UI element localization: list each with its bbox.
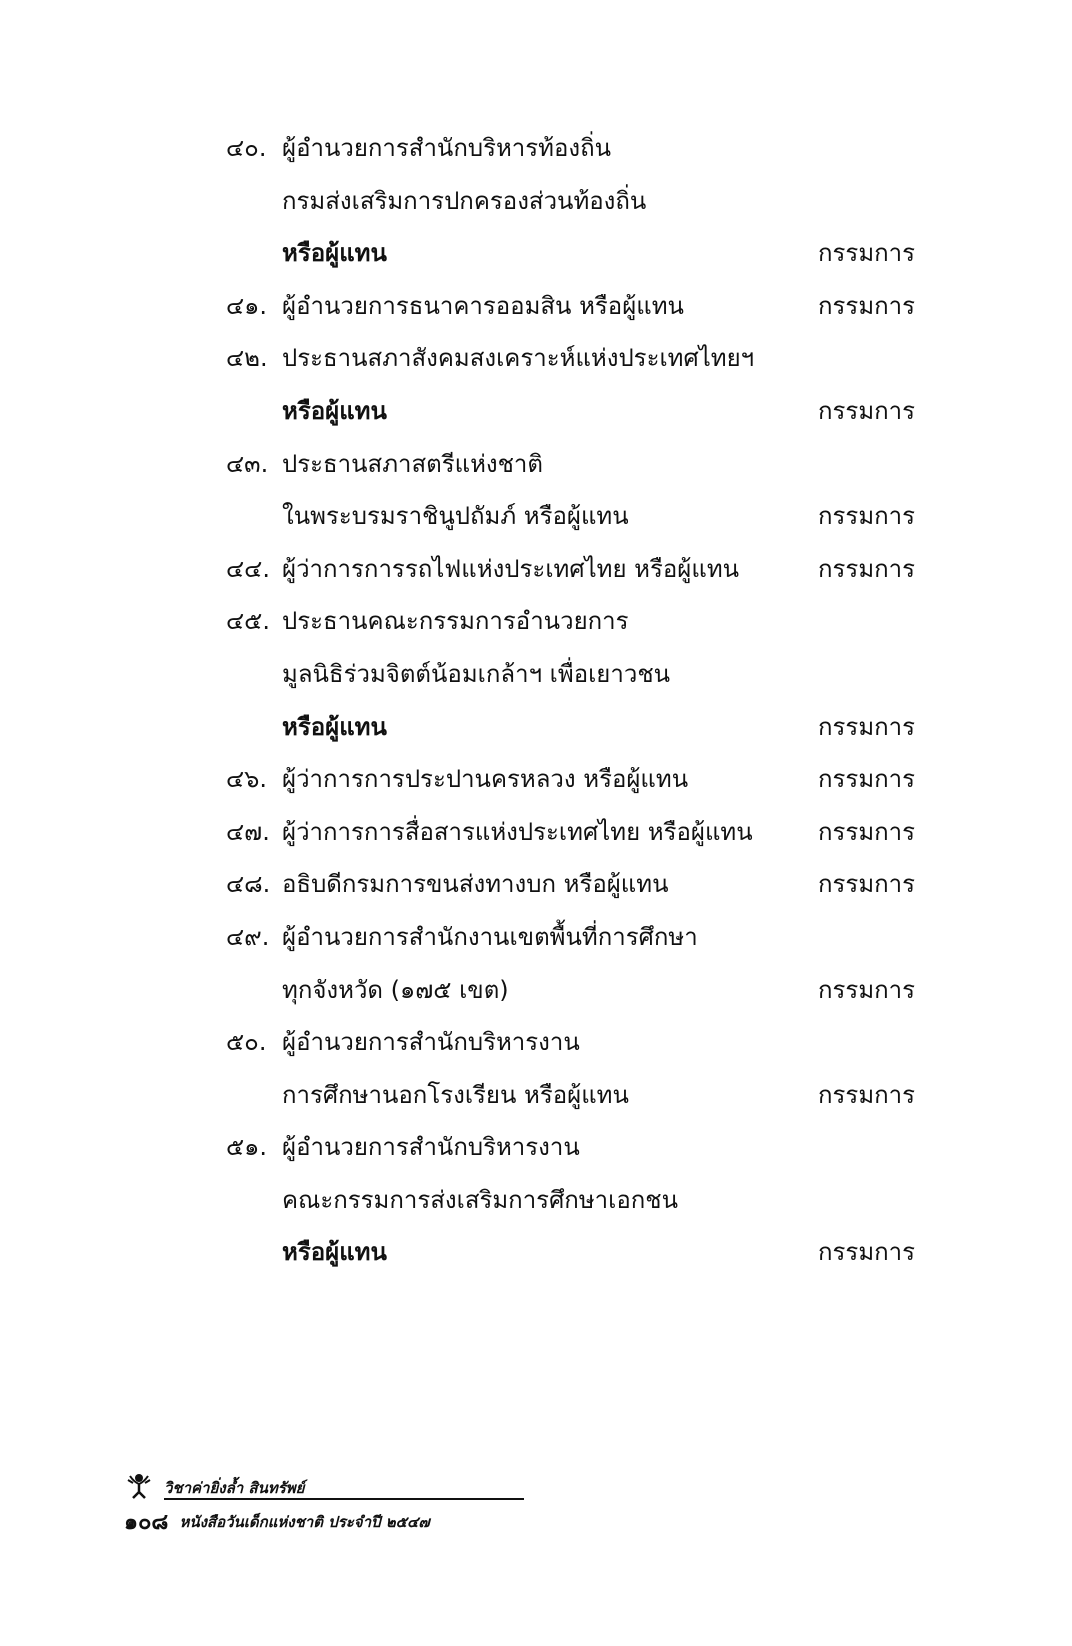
item-number: ๔๖. — [226, 765, 268, 794]
item-text: หรือผู้แทน — [282, 396, 387, 425]
item-number: ๔๕. — [226, 607, 270, 636]
item-role: กรรมการ — [818, 1238, 916, 1267]
item-number: ๔๓. — [226, 449, 269, 478]
item-role: กรรมการ — [818, 817, 916, 846]
item-number: ๔๐. — [226, 134, 267, 162]
committee-line — [0, 280, 1072, 333]
item-role: กรรมการ — [818, 291, 916, 320]
committee-line — [0, 438, 1072, 491]
page-footer — [124, 1470, 524, 1538]
committee-line — [0, 227, 1072, 280]
committee-line — [0, 1121, 1072, 1174]
committee-line — [0, 490, 1072, 543]
item-number: ๔๘. — [226, 870, 271, 899]
committee-line — [0, 1016, 1072, 1069]
committee-line — [0, 332, 1072, 385]
item-role: กรรมการ — [818, 396, 916, 425]
item-text: หรือผู้แทน — [282, 712, 387, 741]
item-text: อธิบดีกรมการขนส่งทางบก หรือผู้แทน — [282, 870, 669, 899]
committee-line — [0, 122, 1072, 175]
committee-list — [0, 122, 1072, 1279]
committee-line — [0, 1226, 1072, 1279]
item-role: กรรมการ — [818, 975, 916, 1004]
item-text: การศึกษานอกโรงเรียน หรือผู้แทน — [282, 1080, 629, 1109]
item-role: กรรมการ — [818, 712, 916, 741]
item-number: ๕๑. — [226, 1133, 268, 1162]
footer-book-row — [124, 1504, 524, 1538]
item-text: ผู้ว่าการการรถไฟแห่งประเทศไทย หรือผู้แทน — [282, 554, 740, 583]
item-text: ผู้อำนวยการสำนักบริหารงาน — [282, 1028, 580, 1057]
item-role: กรรมการ — [818, 870, 916, 899]
item-number: ๔๔. — [226, 554, 270, 583]
footer-series-row — [124, 1470, 524, 1504]
item-text: ผู้ว่าการการสื่อสารแห่งประเทศไทย หรือผู้แทน — [282, 817, 753, 846]
item-text: ผู้ว่าการการประปานครหลวง หรือผู้แทน — [282, 765, 689, 794]
committee-line — [0, 911, 1072, 964]
item-number: ๕๐. — [226, 1028, 267, 1057]
item-role: กรรมการ — [818, 1080, 916, 1109]
committee-line — [0, 648, 1072, 701]
footer-series-title: วิชาค่ายิ่งล้ำ สินทรัพย์ — [164, 1479, 305, 1497]
committee-line — [0, 753, 1072, 806]
item-number: ๔๙. — [226, 922, 270, 951]
child-logo-icon — [124, 1470, 154, 1500]
item-text: ทุกจังหวัด (๑๗๕ เขต) — [282, 975, 509, 1004]
committee-line — [0, 543, 1072, 596]
committee-line — [0, 701, 1072, 754]
item-text: หรือผู้แทน — [282, 1238, 387, 1267]
item-text: ผู้อำนวยการสำนักบริหารงาน — [282, 1133, 580, 1162]
committee-line — [0, 1174, 1072, 1227]
item-number: ๔๗. — [226, 817, 270, 846]
item-text: ในพระบรมราชินูปถัมภ์ หรือผู้แทน — [282, 502, 629, 531]
item-text: ประธานสภาสังคมสงเคราะห์แห่งประเทศไทยฯ — [282, 344, 755, 373]
item-text: มูลนิธิร่วมจิตต์น้อมเกล้าฯ เพื่อเยาวชน — [282, 659, 671, 688]
item-text: ผู้อำนวยการธนาคารออมสิน หรือผู้แทน — [282, 291, 684, 320]
footer-divider — [164, 1498, 524, 1500]
item-text: ผู้อำนวยการสำนักบริหารท้องถิ่น — [282, 134, 612, 162]
item-role: กรรมการ — [818, 554, 916, 583]
committee-line — [0, 806, 1072, 859]
committee-line — [0, 385, 1072, 438]
item-text: กรมส่งเสริมการปกครองส่วนท้องถิ่น — [282, 186, 647, 215]
item-role: กรรมการ — [818, 502, 916, 531]
item-text: ประธานคณะกรรมการอำนวยการ — [282, 607, 629, 636]
item-text: หรือผู้แทน — [282, 239, 387, 268]
item-text: ผู้อำนวยการสำนักงานเขตพื้นที่การศึกษา — [282, 922, 698, 951]
item-text: ประธานสภาสตรีแห่งชาติ — [282, 449, 543, 478]
committee-line — [0, 175, 1072, 228]
item-role: กรรมการ — [818, 239, 916, 268]
item-number: ๔๑. — [226, 291, 268, 320]
committee-line — [0, 1069, 1072, 1122]
committee-line — [0, 595, 1072, 648]
page-number: ๑๐๘ — [124, 1510, 169, 1535]
item-number: ๔๒. — [226, 344, 268, 373]
committee-line — [0, 964, 1072, 1017]
committee-line — [0, 858, 1072, 911]
item-text: คณะกรรมการส่งเสริมการศึกษาเอกชน — [282, 1185, 678, 1214]
item-role: กรรมการ — [818, 765, 916, 794]
footer-book-title: หนังสือวันเด็กแห่งชาติ ประจำปี ๒๕๔๗ — [179, 1512, 430, 1531]
